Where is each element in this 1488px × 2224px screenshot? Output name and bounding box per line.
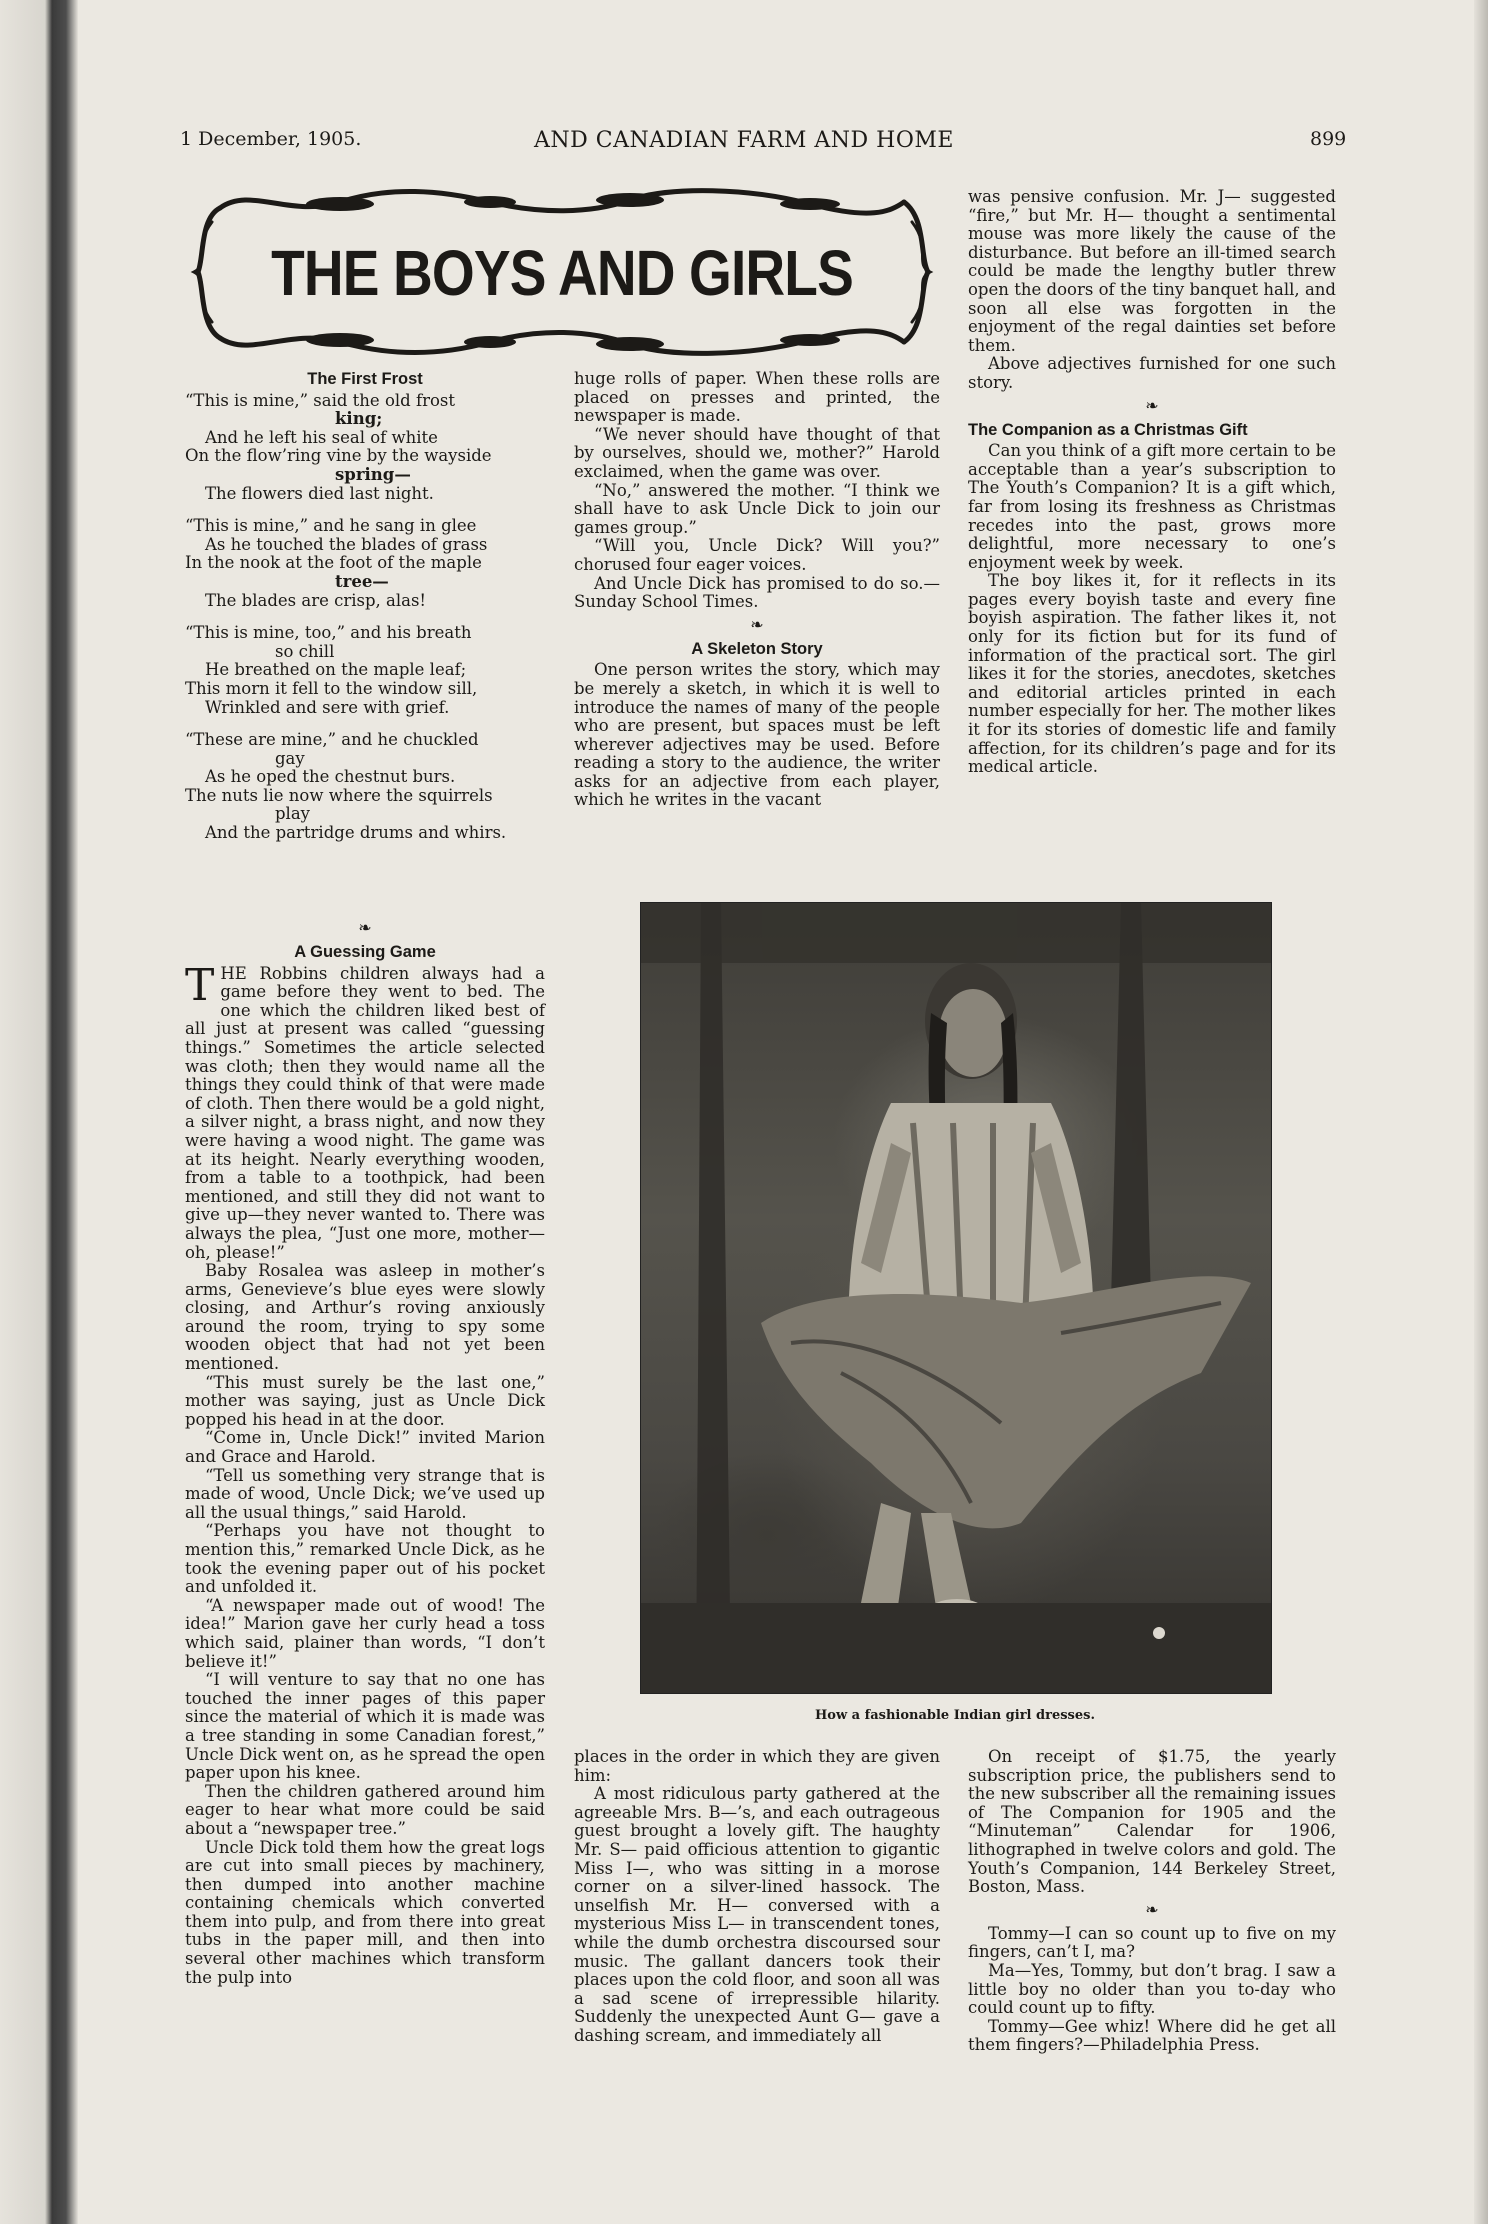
article-paragraph: The boy likes it, for it reflects in its pages every boyish taste and every fine boyish aspiration. The father likes it, not only for its fiction but for its fund of information of the practical sort. The girl likes it for the stories, anecdotes, sketches and editorial articles printed in each number especially for her. The mother likes it for its stories of domestic life and family affection, for its children’s page and for its medical article. <box>968 571 1336 777</box>
right-column <box>968 188 1336 777</box>
article-paragraph: Can you think of a gift more certain to be acceptable than a year’s subscription to The Youth’s Companion? It is a gift which, far from losing its freshness as Christmas recedes into the past, grows more delightful, more necessary to one’s enjoyment week by week. <box>968 441 1336 572</box>
article-paragraph: Then the children gathered around him eager to hear what more could be said about a “newspaper tree.” <box>185 1781 545 1838</box>
poem-line: gay <box>275 748 305 768</box>
poem-column <box>185 370 545 847</box>
poem-line: Wrinkled and sere with grief. <box>205 697 450 717</box>
paragraph-text: HE Robbins children always had a game before they went to bed. The one which the children liked best of all just at present was called “guessing things.” Sometimes the article selected was cloth; then they would name all the things they could think of that were made of cloth. Then there would be a gold night, a silver night, a brass night, and now they were having a wood night. The game was at its height. Nearly everything wooden, from a table to a toothpick, had been mentioned, and still they did not want to give up—they never wanted to. There was always the plea, “Just one more, mother—oh, please!” <box>185 963 545 1262</box>
poem-line: “This is mine, too,” and his breath <box>185 623 472 643</box>
article-paragraph: huge rolls of paper. When these rolls are placed on presses and printed, the newspaper is made. <box>574 369 940 426</box>
poem-line: The flowers died last night. <box>205 483 434 503</box>
poem-stanza <box>185 392 545 504</box>
article-paragraph: “Perhaps you have not thought to mention this,” remarked Uncle Dick, as he took the evening paper out of his pocket and unfolded it. <box>185 1521 545 1597</box>
poem-line: so chill <box>275 641 335 661</box>
section-title: THE BOYS AND GIRLS <box>271 237 853 309</box>
fleuron-ornament-icon: ❧ <box>1145 1899 1159 1919</box>
article-paragraph <box>185 959 545 1263</box>
article-paragraph: “I will venture to say that no one has touched the inner pages of this paper since the material of which it is made was a tree standing in some Canadian forest,” Uncle Dick went on, as he spread the open paper upon his knee. <box>185 1670 545 1783</box>
poem-line: king; <box>335 409 383 429</box>
article-paragraph: “A newspaper made out of wood! The idea!” Marion gave her curly head a toss which said, plainer than words, “I don’t believe it!” <box>185 1595 545 1671</box>
photo-figure-silhouette <box>641 903 1271 1693</box>
book-binding-edge <box>0 0 78 2224</box>
middle-column <box>574 370 940 810</box>
fleuron-ornament-icon: ❧ <box>1145 395 1159 415</box>
article-paragraph: Baby Rosalea was asleep in mother’s arms, Genevieve’s blue eyes were slowly closing, and Arthur’s roving anxiously around the room, trying to spy some wooden object that had not yet been mentioned. <box>185 1261 545 1374</box>
journal-title: AND CANADIAN FARM AND HOME <box>534 128 954 153</box>
article-paragraph: “Come in, Uncle Dick!” invited Marion and Grace and Harold. <box>185 1428 545 1467</box>
article-paragraph: Above adjectives furnished for one such story. <box>968 354 1336 392</box>
middle-column-lower <box>574 1748 940 2046</box>
poem-stanza <box>185 624 545 717</box>
article-paragraph: “We never should have thought of that by ourselves, should we, mother?” Harold exclaimed, when the game was over. <box>574 424 940 481</box>
article-title: The Companion as a Christmas Gift <box>968 420 1248 439</box>
photo-caption: How a fashionable Indian girl dresses. <box>815 1708 1095 1723</box>
poem-line: As he oped the chestnut burs. <box>205 767 456 787</box>
joke-paragraph: Tommy—Gee whiz! Where did he get all them fingers?—Philadelphia Press. <box>968 2016 1336 2055</box>
article-paragraph: On receipt of $1.75, the yearly subscription price, the publishers send to the new subscriber all the remaining issues of The Companion for 1905 and the “Minuteman” Calendar for 1906, lithographed in twelve colors and gold. The Youth’s Companion, 144 Berkeley Street, Boston, Mass. <box>968 1747 1336 1897</box>
drop-cap: T <box>185 959 215 1011</box>
article-paragraph: “Will you, Uncle Dick? Will you?” chorused four eager voices. <box>574 536 940 574</box>
poem-line: The blades are crisp, alas! <box>205 590 427 610</box>
poem-line: tree— <box>335 571 389 591</box>
poem-stanza <box>185 517 545 610</box>
poem-line: This morn it fell to the window sill, <box>185 678 478 698</box>
indian-girl-photograph <box>640 902 1272 1694</box>
joke-paragraph: Tommy—I can so count up to five on my fingers, can’t I, ma? <box>968 1923 1336 1962</box>
poem-line: On the flow’ring vine by the wayside <box>185 446 492 466</box>
article-paragraph: Uncle Dick told them how the great logs are cut into small pieces by machinery, then dumped into another machine containing chemicals which converted them into pulp, and from there into great tubs in the paper mill, and then into several other machines which transform the pulp into <box>185 1837 545 1987</box>
poem-line: “This is mine,” and he sang in glee <box>185 516 477 536</box>
page-right-edge <box>1474 0 1488 2224</box>
article-paragraph: was pensive confusion. Mr. J— suggested “fire,” but Mr. H— thought a sentimental mouse was more likely the cause of the disturbance. But before an ill-timed search could be made the lengthy butler threw open the doors of the tiny banquet hall, and soon all else was forgotten in the enjoyment of the regal dainties set before them. <box>968 187 1336 355</box>
poem-line: spring— <box>335 464 411 484</box>
article-title: A Guessing Game <box>294 943 436 961</box>
article-title: A Skeleton Story <box>691 639 823 658</box>
poem-line: In the nook at the foot of the maple <box>185 553 482 573</box>
guessing-game-article <box>185 915 545 1987</box>
poem-title: The First Frost <box>307 370 423 388</box>
poem-line: And the partridge drums and whirs. <box>205 823 507 843</box>
poem-line: The nuts lie now where the squirrels <box>185 785 493 805</box>
article-paragraph: And Uncle Dick has promised to do so.—Sunday School Times. <box>574 573 940 612</box>
article-paragraph: places in the order in which they are given him: <box>574 1747 940 1785</box>
fleuron-ornament-icon: ❧ <box>750 614 764 634</box>
poem-stanza <box>185 731 545 843</box>
article-paragraph: “No,” answered the mother. “I think we shall have to ask Uncle Dick to join our games group.” <box>574 480 940 537</box>
article-paragraph: One person writes the story, which may be merely a sketch, in which it is well to introduce the names of many of the people who are present, but spaces must be left wherever adjectives may be used. Before reading a story to the audience, the writer asks for an adjective from each player, which he writes in the vacant <box>574 660 940 810</box>
issue-date: 1 December, 1905. <box>180 128 362 150</box>
poem-line: He breathed on the maple leaf; <box>205 660 467 680</box>
article-paragraph: A most ridiculous party gathered at the agreeable Mrs. B—’s, and each outrageous guest brought a lovely gift. The haughty Mr. S— paid officious attention to gigantic Miss I—, who was sitting in a morose corner on a silver-lined hassock. The unselfish Mr. H— conversed with a mysterious Miss L— in transcendent tones, while the dumb orchestra discoursed sour music. The gallant dancers took their places upon the cold floor, and soon all was a sad scene of irrepressible hilarity. Suddenly the unexpected Aunt G— gave a dashing scream, and immediately all <box>574 1784 940 2045</box>
page-number: 899 <box>1310 128 1347 150</box>
poem-line: “These are mine,” and he chuckled <box>185 730 479 750</box>
fleuron-ornament-icon: ❧ <box>358 918 372 937</box>
poem-line: And he left his seal of white <box>205 427 438 447</box>
section-banner <box>190 188 934 356</box>
article-paragraph: “This must surely be the last one,” mother was saying, just as Uncle Dick popped his head in at the door. <box>185 1372 545 1429</box>
poem-line: “This is mine,” said the old frost <box>185 390 455 410</box>
joke-paragraph: Ma—Yes, Tommy, but don’t brag. I saw a little boy no older than you to-day who could count up to fifty. <box>968 1960 1336 2018</box>
right-column-lower <box>968 1748 1336 2055</box>
poem-line: play <box>275 804 310 824</box>
article-paragraph: “Tell us something very strange that is made of wood, Uncle Dick; we’ve used up all the usual things,” said Harold. <box>185 1465 545 1522</box>
poem-line: As he touched the blades of grass <box>205 534 488 554</box>
